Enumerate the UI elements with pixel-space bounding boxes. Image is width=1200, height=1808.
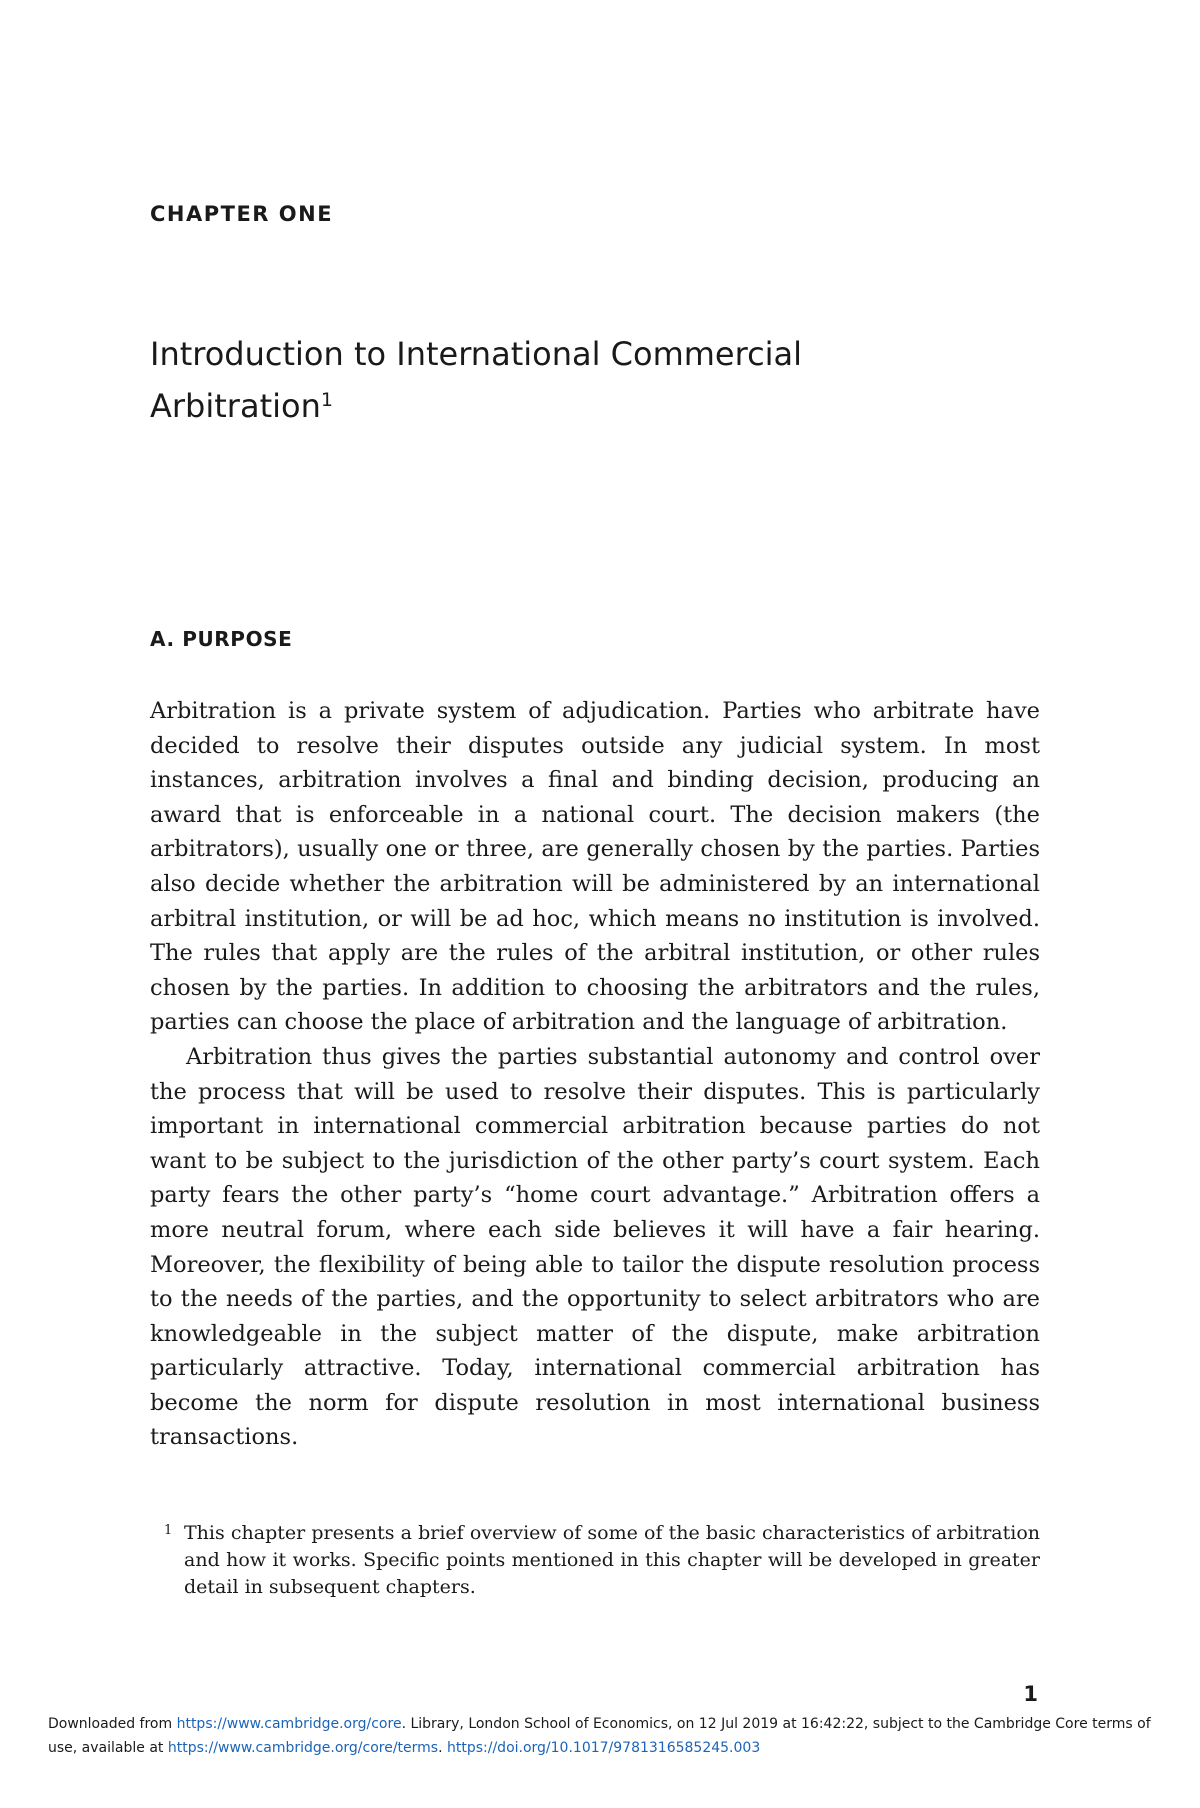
paragraph-2: Arbitration thus gives the parties substantial autonomy and control over the process that will be used to resolve their disputes. This is particularly important in international commercial arbitration because parties do not want to be subject to the jurisdiction of the other party’s court system. Each party fears the other party’s “home court advantage.” Arbitration offers a more neutral forum, where each side believes it will have a fair hearing. Moreover, the flexibility of being able to tailor the dispute resolution process to the needs of the parties, and the opportunity to select arbitrators who are knowledgeable in the subject matter of the dispute, make arbitration particularly attractive. Today, international commercial arbitration has become the norm for dispute resolution in most international business transactions. [150, 1043, 1040, 1451]
download-notice-middle: . Library, London School of Economics, on 12 Jul 2019 at 16:42:22, subject to the Cambridge Core terms of use, available at [48, 1716, 1151, 1756]
chapter-title [150, 328, 910, 432]
chapter-label: CHAPTER ONE [150, 202, 334, 226]
download-notice-separator: . [438, 1740, 447, 1756]
terms-link[interactable]: https://www.cambridge.org/core/terms [167, 1740, 439, 1756]
page-number: 1 [1023, 1682, 1038, 1706]
doi-link[interactable]: https://doi.org/10.1017/9781316585245.003 [447, 1740, 761, 1756]
footnote-marker: 1 [164, 1523, 173, 1538]
section-heading: A. PURPOSE [150, 627, 293, 651]
chapter-title-line-2: Arbitration [150, 387, 321, 425]
core-link[interactable]: https://www.cambridge.org/core [176, 1716, 402, 1732]
chapter-title-line-1: Introduction to International Commercial [150, 335, 803, 373]
title-footnote-marker[interactable]: 1 [320, 389, 333, 411]
download-notice [48, 1712, 1158, 1760]
footnote [150, 1520, 1040, 1601]
footnote-text: This chapter presents a brief overview of some of the basic characteristics of arbitration and how it works. Specific points mentioned in this chapter will be developed in greater detail in subsequent chapters. [184, 1522, 1040, 1598]
download-notice-prefix: Downloaded from [48, 1716, 177, 1732]
body-text [150, 694, 1040, 1455]
paragraph-1: Arbitration is a private system of adjudication. Parties who arbitrate have decided to resolve their disputes outside any judicial system. In most instances, arbitration involves a final and binding decision, producing an award that is enforceable in a national court. The decision makers (the arbitrators), usually one or three, are generally chosen by the parties. Parties also decide whether the arbitration will be administered by an international arbitral institution, or will be ad hoc, which means no institution is involved. The rules that apply are the rules of the arbitral institution, or other rules chosen by the parties. In addition to choosing the arbitrators and the rules, parties can choose the place of arbitration and the language of arbitration. [150, 698, 1040, 1036]
